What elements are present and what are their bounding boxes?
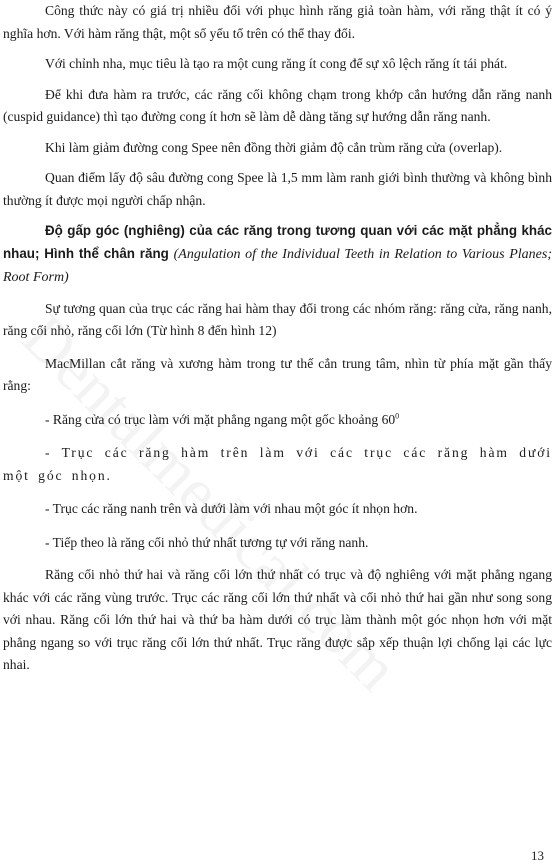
paragraph-molars: Răng cối nhỏ thứ hai và răng cối lớn thứ nhất có trục và độ nghiêng với mặt phẳng ngang khác với các răng vùng trước. Trục các răng cối lớn thứ nhất và cối nhỏ thứ hai gần như song song với nhau. Răng cối lớn thứ hai và thứ ba hàm dưới có trục làm thành một góc nhọn hơn với mặt phẳng ngang so với trục răng cối lớn thứ nhất. Trục răng được sắp xếp thuận lợi chống lại các lực nhai. — [3, 567, 552, 672]
page-number: 13 — [531, 848, 544, 863]
list-item-canines: - Trục các răng nanh trên và dưới làm với nhau một góc ít nhọn hơn. — [45, 501, 418, 516]
section-heading-english: (Angulation of the Individual Teeth in Relation to Various Planes; Root Form) — [3, 246, 552, 285]
paragraph-orthodontics: Với chỉnh nha, mục tiêu là tạo ra một cung răng ít cong để sự xô lệch răng ít tái phát. — [45, 56, 508, 71]
list-item-incisors-text: - Răng cửa có trục làm với mặt phẳng ngang một gốc khoảng 60 — [45, 411, 396, 427]
paragraph-spee-depth: Quan điểm lấy độ sâu đường cong Spee là 1,5 mm làm ranh giới bình thường và không bình thường ít được mọi người chấp nhận. — [3, 170, 552, 208]
list-item-incisors — [3, 409, 552, 432]
section-heading-bold: Độ gấp góc (nghiêng) của các răng trong tương quan với các mặt phẳng khác nhau; Hình thể chân răng — [3, 223, 552, 261]
paragraph-macmillan: MacMillan cắt răng và xương hàm trong tư thế cắn trung tâm, nhìn từ phía mặt gần thấy rằng: — [3, 355, 552, 393]
degree-superscript: 0 — [395, 410, 400, 420]
paragraph-axis-relation: Sự tương quan của trục các răng hai hàm thay đổi trong các nhóm răng: răng cửa, răng nanh, răng cối nhỏ, răng cối lớn (Từ hình 8 đến hình 12) — [3, 300, 552, 338]
page-content — [3, 0, 552, 677]
paragraph-reduce-spee: Khi làm giảm đường cong Spee nên đồng thời giảm độ cắn trùm răng cửa (overlap). — [45, 139, 503, 155]
section-heading — [3, 220, 552, 290]
paragraph-denture-formula: Công thức này có giá trị nhiều đối với phục hình răng giả toàn hàm, với răng thật ít có ý nghĩa hơn. Với hàm răng thật, một số yếu tố trên có thể thay đổi. — [3, 3, 552, 41]
paragraph-cuspid-guidance: Để khi đưa hàm ra trước, các răng cối không chạm trong khớp cắn hướng dẫn răng nanh (cuspid guidance) thì tạo đường cong ít hơn sẽ làm dễ dàng tăng sự hướng dẫn răng nanh. — [3, 86, 552, 124]
list-item-upper-lower-axes: - Trục các răng hàm trên làm với các trục các răng hàm dưới một góc nhọn. — [3, 445, 552, 483]
list-item-first-premolar: - Tiếp theo là răng cối nhỏ thứ nhất tương tự với răng nanh. — [45, 534, 369, 550]
